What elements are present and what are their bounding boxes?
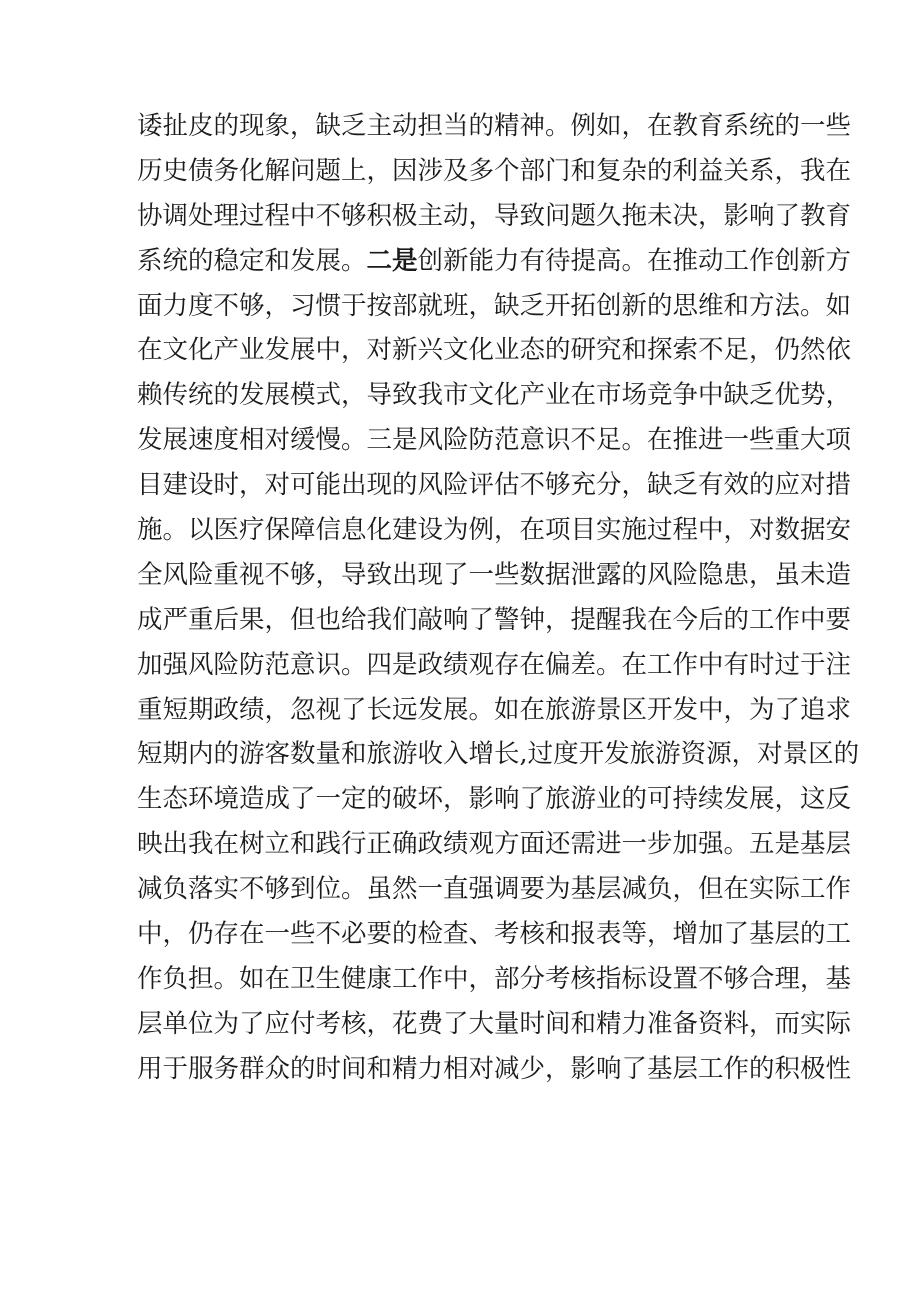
text-line: 加强风险防范意识。四是政绩观存在偏差。在工作中有时过于注 bbox=[137, 649, 852, 680]
text-line: 历史债务化解问题上，因涉及多个部门和复杂的利益关系，我在 bbox=[137, 155, 852, 186]
text-line: 在文化产业发展中，对新兴文化业态的研究和探索不足，仍然依 bbox=[137, 335, 852, 366]
text-line: 面力度不够，习惯于按部就班，缺乏开拓创新的思维和方法。如 bbox=[137, 290, 852, 321]
text-line: 成严重后果，但也给我们敲响了警钟，提醒我在今后的工作中要 bbox=[137, 604, 852, 635]
text-segment: 创新能力有待提高。在推动工作创新方 bbox=[417, 245, 852, 276]
text-line: 诿扯皮的现象，缺乏主动担当的精神。例如，在教育系统的一些 bbox=[137, 111, 852, 141]
text-line: 全风险重视不够，导致出现了一些数据泄露的风险隐患，虽未造 bbox=[137, 559, 852, 590]
text-line: 短期内的游客数量和旅游收入增长,过度开发旅游资源，对景区的 bbox=[137, 739, 860, 770]
text-line: 用于服务群众的时间和精力相对减少，影响了基层工作的积极性 bbox=[137, 1053, 852, 1084]
bold-marker: 二是 bbox=[366, 245, 418, 276]
text-line: 重短期政绩，忽视了长远发展。如在旅游景区开发中，为了追求 bbox=[137, 694, 852, 725]
text-line: 协调处理过程中不够积极主动，导致问题久拖未决，影响了教育 bbox=[137, 200, 852, 231]
text-line: 目建设时，对可能出现的风险评估不够充分，缺乏有效的应对措 bbox=[137, 470, 852, 501]
text-line: 减负落实不够到位。虽然一直强调要为基层减负，但在实际工作 bbox=[137, 874, 852, 905]
text-line: 发展速度相对缓慢。三是风险防范意识不足。在推进一些重大项 bbox=[137, 425, 852, 456]
text-line: 作负担。如在卫生健康工作中，部分考核指标设置不够合理，基 bbox=[137, 963, 852, 994]
text-line: 赖传统的发展模式，导致我市文化产业在市场竞争中缺乏优势， bbox=[137, 380, 852, 411]
text-line-with-bold bbox=[137, 239, 852, 284]
text-line: 映出我在树立和践行正确政绩观方面还需进一步加强。五是基层 bbox=[137, 829, 852, 860]
body-text bbox=[137, 104, 860, 1092]
text-line: 中，仍存在一些不必要的检查、考核和报表等，增加了基层的工 bbox=[137, 919, 852, 950]
text-line: 层单位为了应付考核，花费了大量时间和精力准备资料，而实际 bbox=[137, 1008, 852, 1039]
text-line: 生态环境造成了一定的破坏，影响了旅游业的可持续发展，这反 bbox=[137, 784, 852, 815]
text-segment: 系统的稳定和发展。 bbox=[137, 245, 367, 276]
text-line: 施。以医疗保障信息化建设为例，在项目实施过程中，对数据安 bbox=[137, 515, 852, 546]
